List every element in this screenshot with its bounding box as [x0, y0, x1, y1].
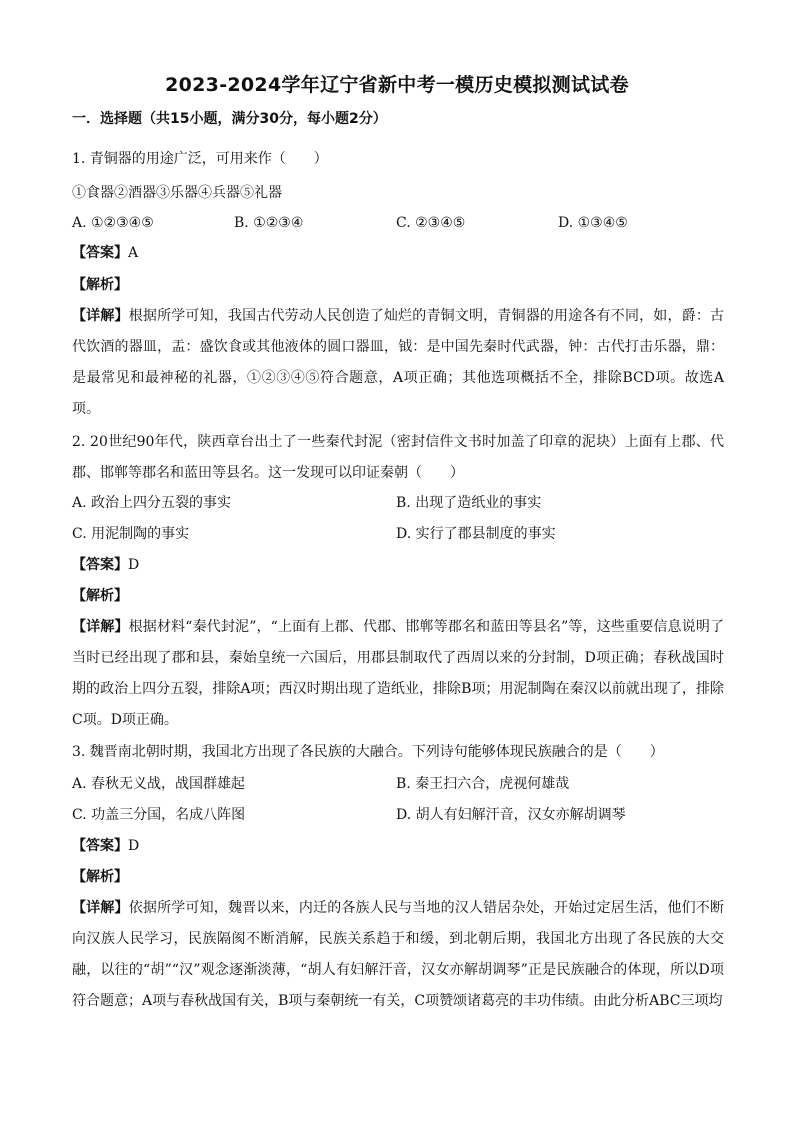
detail-text: 依据所学可知，魏晋以来，内迁的各族人民与当地的汉人错居杂处，开始过定居生活，他们不断向汉族人民学习，民族隔阂不断消解，民族关系趋于和缓，到北朝后期，我国北方出现了各民族的大交融，以往的“胡”“汉”观念逐渐淡薄，“胡人有妇解汗音，汉女亦解胡调琴”正是民族融合的体现，所以D项符合题意；A项与春秋战国有关，B项与秦朝统一有关，C项赞颂诸葛亮的丰功伟绩。由此分析ABC三项均	[72, 900, 725, 1009]
question-2-stem: 2. 20世纪90年代，陕西章台出土了一些秦代封泥（密封信件文书时加盖了印章的泥块）上面有上郡、代郡、邯郸等郡名和蓝田等县名。这一发现可以印证秦朝（ ）	[72, 434, 724, 481]
question-2-detail	[72, 612, 724, 736]
page-title: 2023-2024学年辽宁省新中考一模历史模拟测试试卷	[165, 74, 629, 96]
question-1-substem: ①食器②酒器③乐器④兵器⑤礼器	[72, 185, 282, 201]
question-3-option-c: C. 功盖三分国，名成八阵图	[72, 807, 246, 823]
question-2-option-a: A. 政治上四分五裂的事实	[72, 495, 232, 511]
question-1-option-d: D. ①③④⑤	[558, 215, 628, 231]
detail-tag: 【详解】	[72, 308, 129, 324]
question-2-analysis-tag: 【解析】	[72, 588, 128, 604]
question-2-option-b: B. 出现了造纸业的事实	[396, 495, 542, 511]
detail-tag: 【详解】	[72, 900, 129, 916]
question-1-stem: 1. 青铜器的用途广泛，可用来作（ ）	[72, 151, 328, 167]
question-1-analysis-tag: 【解析】	[72, 277, 128, 293]
section-heading: 一．选择题（共15小题，满分30分，每小题2分）	[72, 111, 387, 127]
question-1-option-c: C. ②③④⑤	[396, 215, 466, 231]
question-3-answer	[72, 836, 139, 856]
answer-value: D	[128, 557, 140, 573]
answer-value: A	[128, 245, 139, 261]
question-2-answer	[72, 555, 139, 575]
question-2-option-c: C. 用泥制陶的事实	[72, 526, 190, 542]
question-3-detail	[72, 893, 724, 1017]
question-1-detail	[72, 301, 724, 425]
question-1-option-b: B. ①②③④	[234, 215, 304, 231]
question-1-answer	[72, 243, 138, 263]
answer-value: D	[128, 838, 140, 854]
question-1-option-a: A. ①②③④⑤	[72, 215, 154, 231]
question-2-option-d: D. 实行了郡县制度的事实	[396, 526, 556, 542]
question-3-analysis-tag: 【解析】	[72, 869, 128, 885]
detail-tag: 【详解】	[72, 619, 129, 635]
question-3-option-b: B. 秦王扫六合，虎视何雄哉	[396, 776, 570, 792]
answer-tag: 【答案】	[72, 245, 128, 261]
question-3-option-a: A. 春秋无义战，战国群雄起	[72, 776, 246, 792]
answer-tag: 【答案】	[72, 838, 128, 854]
detail-text: 根据材料“秦代封泥”，“上面有上郡、代郡、邯郸等郡名和蓝田等县名”等，这些重要信息说明了当时已经出现了郡和县，秦始皇统一六国后，用郡县制取代了西周以来的分封制，D项正确；春秋战国时期的政治上四分五裂，排除A项；西汉时期出现了造纸业，排除B项；用泥制陶在秦汉以前就出现了，排除C项。D项正确。	[72, 619, 725, 728]
answer-tag: 【答案】	[72, 557, 128, 573]
question-3-option-d: D. 胡人有妇解汗音，汉女亦解胡调琴	[396, 807, 626, 823]
detail-text: 根据所学可知，我国古代劳动人民创造了灿烂的青铜文明，青铜器的用途各有不同，如，爵：古代饮酒的器皿，盂：盛饮食或其他液体的圆口器皿，钺：是中国先秦时代武器，钟：古代打击乐器，鼎：是最常见和最神秘的礼器，①②③④⑤符合题意，A项正确；其他选项概括不全，排除BCD项。故选A项。	[72, 308, 725, 417]
question-3-stem: 3. 魏晋南北朝时期，我国北方出现了各民族的大融合。下列诗句能够体现民族融合的是（ ）	[72, 744, 664, 760]
